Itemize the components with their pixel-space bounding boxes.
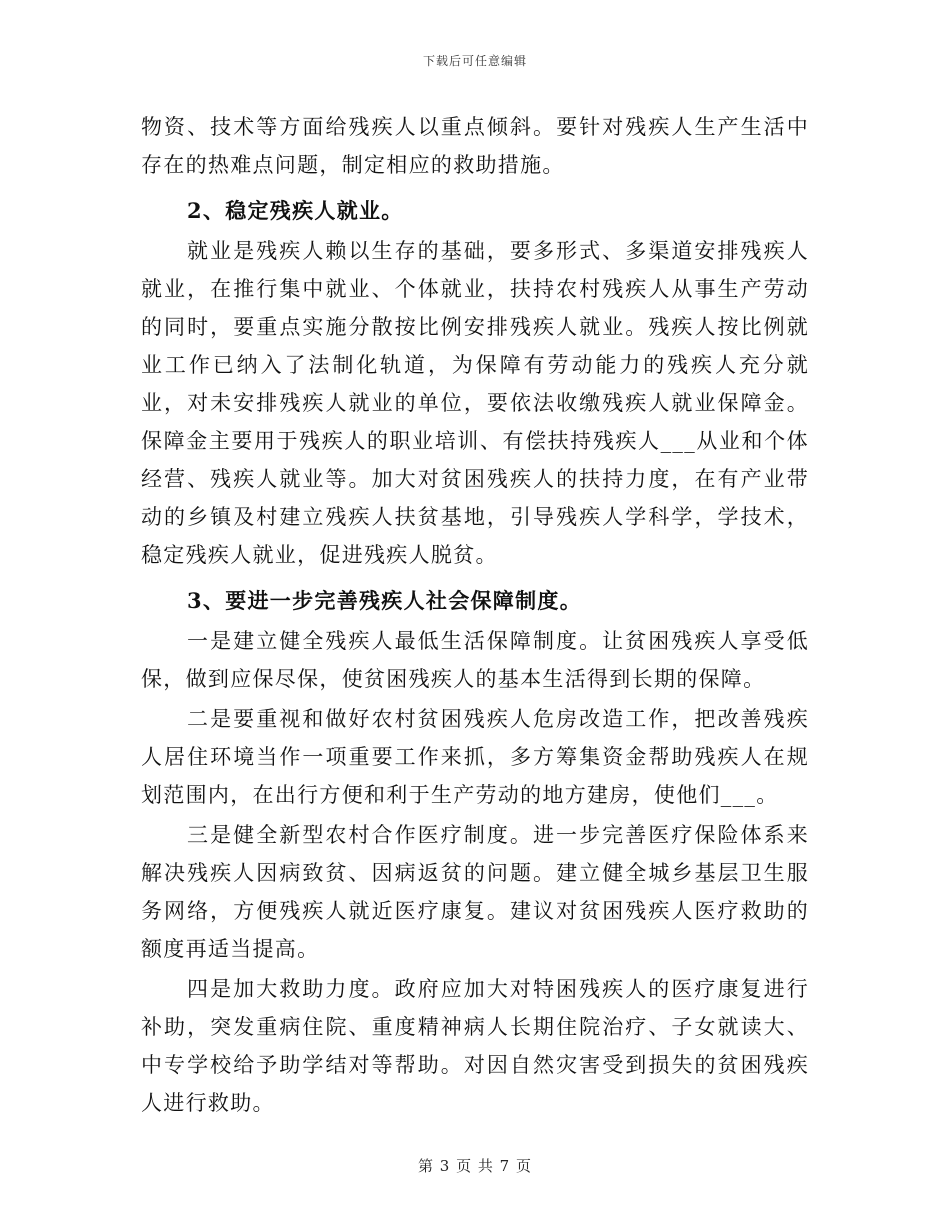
section-heading-employment: 2、稳定残疾人就业。 <box>187 198 404 223</box>
paragraph-employment: 就业是残疾人赖以生存的基础，要多形式、多渠道安排残疾人就业，在推行集中就业、个体就业，扶持农村残疾人从事生产劳动的同时，要重点实施分散按比例安排残疾人就业。残疾人按比例就业工作已纳入了法制化轨道，为保障有劳动能力的残疾人充分就业，对未安排残疾人就业的单位，要依法收缴残疾人就业保障金。保障金主要用于残疾人的职业培训、有偿扶持残疾人___从业和个体经营、残疾人就业等。加大对贫困残疾人的扶持力度，在有产业带动的乡镇及村建立残疾人扶贫基地，引导残疾人学科学，学技术，稳定残疾人就业，促进残疾人脱贫。 <box>141 239 809 567</box>
paragraph-medical: 三是健全新型农村合作医疗制度。进一步完善医疗保险体系来解决残疾人因病致贫、因病返贫的问题。建立健全城乡基层卫生服务网络，方便残疾人就近医疗康复。建议对贫困残疾人医疗救助的额度再适当提高。 <box>141 823 809 961</box>
document-body <box>141 108 809 1122</box>
paragraph-relief: 四是加大救助力度。政府应加大对特困残疾人的医疗康复进行补助，突发重病住院、重度精神病人长期住院治疗、子女就读大、中专学校给予助学结对等帮助。对因自然灾害受到损失的贫困残疾人进行救助。 <box>141 977 809 1115</box>
paragraph-continued: 物资、技术等方面给残疾人以重点倾斜。要针对残疾人生产生活中存在的热难点问题，制定相应的救助措施。 <box>141 115 809 177</box>
paragraph-minimum-living: 一是建立健全残疾人最低生活保障制度。让贫困残疾人享受低保，做到应保尽保，使贫困残疾人的基本生活得到长期的保障。 <box>141 629 809 691</box>
section-heading-social-security: 3、要进一步完善残疾人社会保障制度。 <box>187 588 583 613</box>
page-number-footer: 第 3 页 共 7 页 <box>418 1157 532 1175</box>
page-header-note: 下载后可任意编辑 <box>422 54 527 68</box>
paragraph-housing: 二是要重视和做好农村贫困残疾人危房改造工作，把改善残疾人居住环境当作一项重要工作来抓，多方筹集资金帮助残疾人在规划范围内，在出行方便和利于生产劳动的地方建房，使他们___。 <box>141 707 809 807</box>
